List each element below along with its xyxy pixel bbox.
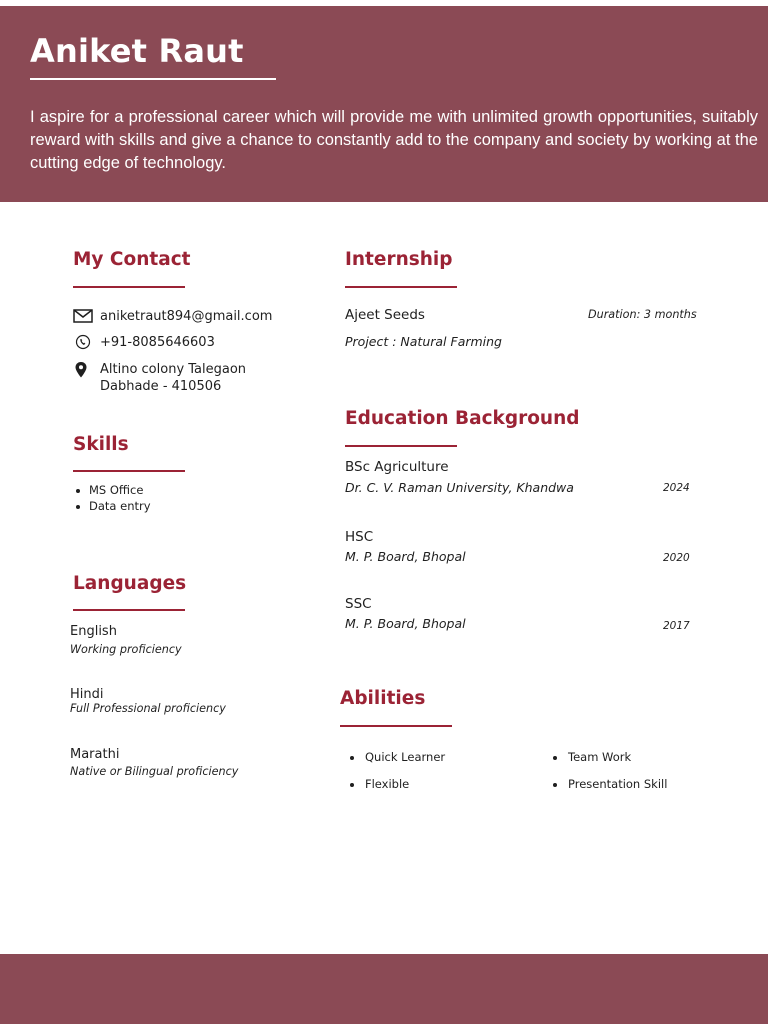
address-line-1: Altino colony Talegaon <box>100 362 247 377</box>
education-degree: HSC <box>345 529 374 545</box>
abilities-title: Abilities <box>340 688 426 709</box>
language-name: English <box>70 624 117 639</box>
skill-item: MS Office <box>73 483 151 499</box>
education-degree: SSC <box>345 596 372 612</box>
envelope-icon <box>73 308 93 324</box>
internship-duration: Duration: 3 months <box>588 308 697 321</box>
contact-email[interactable]: aniketraut894@gmail.com <box>100 309 273 324</box>
language-name: Hindi <box>70 687 104 702</box>
language-level: Working proficiency <box>70 643 182 656</box>
education-year: 2024 <box>663 482 690 494</box>
education-underline <box>345 445 457 447</box>
skill-item: Data entry <box>73 499 151 515</box>
career-objective: I aspire for a professional career which will provide me with unlimited growth opportunities, suitably reward with skills and give a chance to constantly add to the company and society by working at the cutting edge of technology. <box>30 108 758 172</box>
contact-underline <box>73 286 185 288</box>
education-institution: M. P. Board, Bhopal <box>345 549 466 564</box>
ability-item: Flexible <box>345 777 409 791</box>
language-level: Full Professional proficiency <box>70 702 226 715</box>
ability-item: Team Work <box>548 750 631 764</box>
internship-title: Internship <box>345 249 453 270</box>
skills-underline <box>73 470 185 472</box>
skills-list <box>73 483 151 514</box>
contact-address <box>100 361 246 395</box>
internship-project: Project : Natural Farming <box>345 334 502 349</box>
language-name: Marathi <box>70 747 120 762</box>
ability-item: Quick Learner <box>345 750 445 764</box>
name-underline <box>30 78 276 80</box>
address-line-2: Dabhade - 410506 <box>100 379 222 394</box>
language-level: Native or Bilingual proficiency <box>70 765 239 778</box>
contact-address-row <box>73 361 246 395</box>
education-year: 2017 <box>663 620 690 632</box>
languages-title: Languages <box>73 573 187 594</box>
internship-company: Ajeet Seeds <box>345 307 425 323</box>
phone-icon <box>73 334 93 350</box>
candidate-name: Aniket Raut <box>30 32 244 70</box>
skills-title: Skills <box>73 434 129 455</box>
contact-email-row <box>73 308 272 325</box>
languages-underline <box>73 609 185 611</box>
education-institution: M. P. Board, Bhopal <box>345 616 466 631</box>
education-year: 2020 <box>663 552 690 564</box>
education-degree: BSc Agriculture <box>345 459 449 475</box>
contact-title: My Contact <box>73 249 191 270</box>
contact-phone-row <box>73 334 215 351</box>
footer-banner <box>0 954 768 1024</box>
location-pin-icon <box>73 361 93 377</box>
contact-phone[interactable]: +91-8085646603 <box>100 335 215 350</box>
education-title: Education Background <box>345 408 580 429</box>
abilities-underline <box>340 725 452 727</box>
internship-underline <box>345 286 457 288</box>
header-banner <box>0 6 768 202</box>
ability-item: Presentation Skill <box>548 777 667 791</box>
education-institution: Dr. C. V. Raman University, Khandwa <box>345 480 574 495</box>
